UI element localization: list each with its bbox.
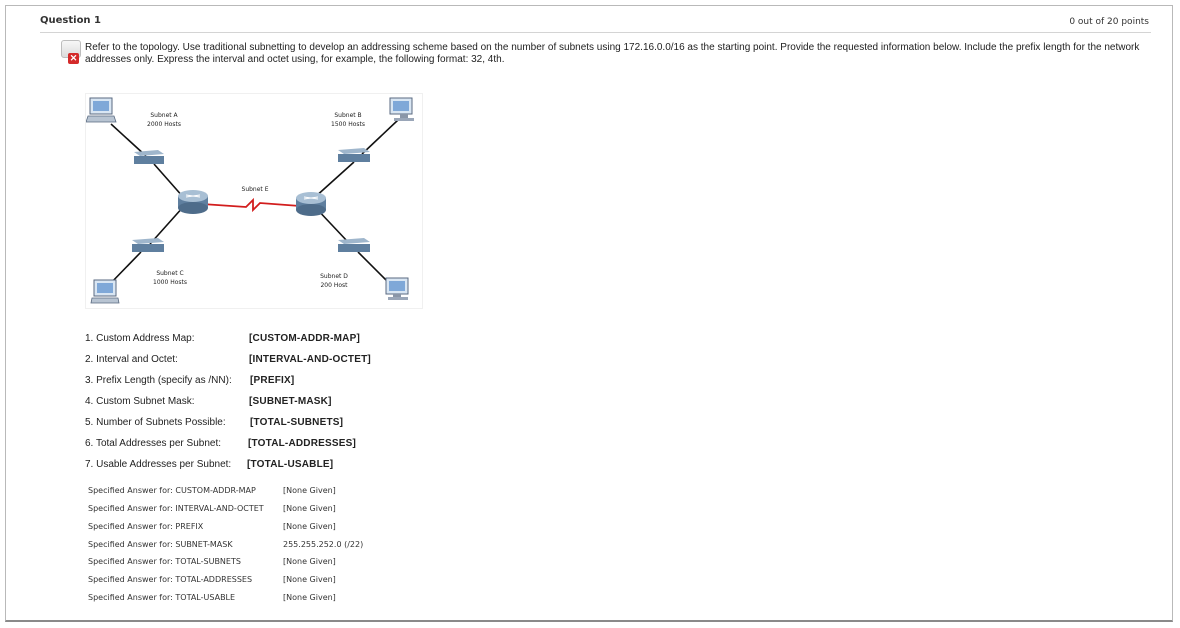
switch-icon-b xyxy=(338,148,370,162)
subnet-e-name: Subnet E xyxy=(241,186,269,193)
question-item xyxy=(85,375,295,386)
answer-label: Specified Answer for: TOTAL-USABLE xyxy=(88,593,236,602)
pc-icon-d xyxy=(386,278,408,300)
answer-row xyxy=(88,575,336,584)
answer-row xyxy=(88,593,336,602)
question-prompt: Refer to the topology. Use traditional subnetting to develop an addressing scheme based on the number of subnets using 172.16.0.0/16 as the starting point. Provide the requested information below. Include the prefix length for the network addresses only. Express the interval and octet using, for example, the following format: 32, 4th. xyxy=(85,42,1140,65)
answer-row xyxy=(88,504,336,513)
answer-value: [None Given] xyxy=(283,575,336,584)
answer-placeholder: [CUSTOM-ADDR-MAP] xyxy=(249,333,360,344)
question-item xyxy=(85,333,360,344)
switch-icon-a xyxy=(134,150,164,164)
switch-icon-d xyxy=(338,238,370,252)
question-label: 1. Custom Address Map: xyxy=(85,333,195,344)
pc-icon-b xyxy=(390,98,414,121)
answer-label: Specified Answer for: PREFIX xyxy=(88,522,204,531)
question-item xyxy=(85,417,344,428)
subnet-b-name: Subnet B xyxy=(334,112,362,119)
answer-value: [None Given] xyxy=(283,522,336,531)
answer-value: [None Given] xyxy=(283,593,336,602)
answer-placeholder: [PREFIX] xyxy=(250,375,295,386)
question-points: 0 out of 20 points xyxy=(1069,17,1149,27)
answer-placeholder: [INTERVAL-AND-OCTET] xyxy=(249,354,371,365)
answer-row xyxy=(88,486,336,495)
question-label: 2. Interval and Octet: xyxy=(85,354,178,365)
question-label: 6. Total Addresses per Subnet: xyxy=(85,438,222,449)
question-label: 5. Number of Subnets Possible: xyxy=(85,417,226,428)
router-icon-right xyxy=(296,192,326,216)
answer-value: [None Given] xyxy=(283,504,336,513)
switch-icon-c xyxy=(132,238,164,252)
answer-placeholder: [TOTAL-ADDRESSES] xyxy=(248,438,357,449)
serial-link xyxy=(202,200,300,210)
subnet-a-name: Subnet A xyxy=(150,112,178,119)
answer-row xyxy=(88,557,336,566)
subnet-b-hosts: 1500 Hosts xyxy=(331,121,365,128)
topology-diagram xyxy=(85,93,423,309)
answer-label: Specified Answer for: INTERVAL-AND-OCTET xyxy=(88,504,264,513)
answer-label: Specified Answer for: TOTAL-SUBNETS xyxy=(88,557,241,566)
answer-label: Specified Answer for: CUSTOM-ADDR-MAP xyxy=(88,486,256,495)
question-label: 3. Prefix Length (specify as /NN): xyxy=(85,375,232,386)
header-divider xyxy=(40,32,1151,33)
subnet-a-hosts: 2000 Hosts xyxy=(147,121,181,128)
question-label: 4. Custom Subnet Mask: xyxy=(85,396,195,407)
question-label: 7. Usable Addresses per Subnet: xyxy=(85,459,232,470)
question-title: Question 1 xyxy=(40,15,101,26)
answer-value: [None Given] xyxy=(283,557,336,566)
subnet-d-name: Subnet D xyxy=(320,273,348,280)
red-x-icon: ✕ xyxy=(69,53,78,63)
subnet-d-hosts: 200 Host xyxy=(320,282,348,289)
subnet-c-name: Subnet C xyxy=(156,270,184,277)
answer-value: [None Given] xyxy=(283,486,336,495)
question-item xyxy=(85,438,357,449)
pc-icon-a xyxy=(86,98,116,122)
router-icon-left xyxy=(178,190,208,214)
incorrect-x-icon xyxy=(60,40,82,66)
question-item xyxy=(85,396,332,407)
question-item xyxy=(85,459,334,470)
answer-row xyxy=(88,540,364,549)
answer-placeholder: [TOTAL-USABLE] xyxy=(247,459,334,470)
answer-value: 255.255.252.0 (/22) xyxy=(283,540,364,549)
subnet-c-hosts: 1000 Hosts xyxy=(153,279,187,286)
pc-icon-c xyxy=(91,280,119,303)
answer-label: Specified Answer for: TOTAL-ADDRESSES xyxy=(88,575,253,584)
answer-placeholder: [SUBNET-MASK] xyxy=(249,396,332,407)
question-item xyxy=(85,354,371,365)
answer-label: Specified Answer for: SUBNET-MASK xyxy=(88,540,233,549)
answer-placeholder: [TOTAL-SUBNETS] xyxy=(250,417,344,428)
answer-row xyxy=(88,522,336,531)
